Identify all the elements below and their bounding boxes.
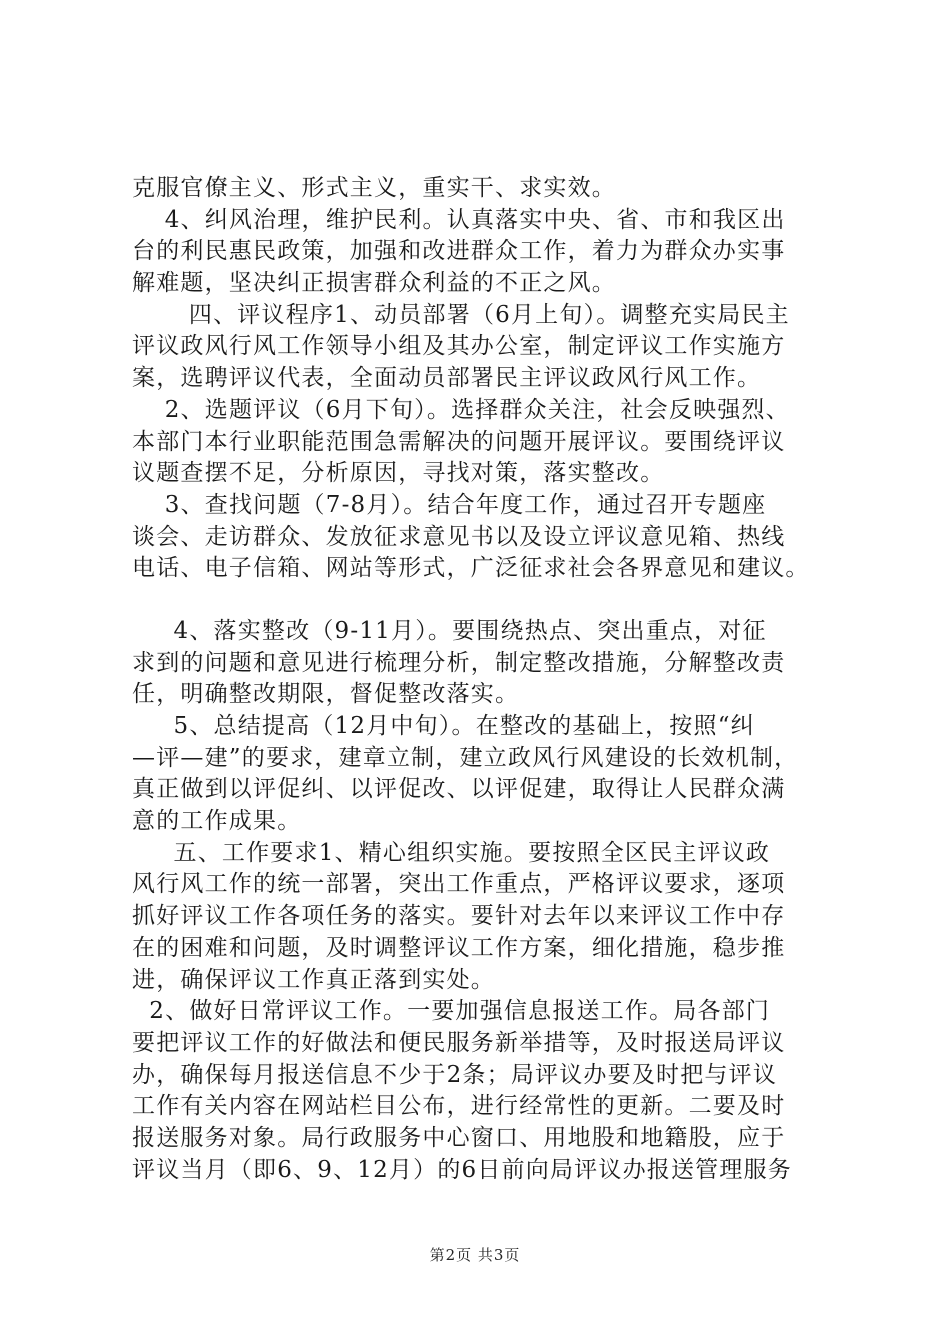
text-line: 要把评议工作的好做法和便民服务新举措等，及时报送局评议 (132, 1029, 786, 1056)
text-line: 4、纠风治理，维护民利。认真落实中央、省、市和我区出 (132, 206, 786, 233)
text-line: 在的困难和问题，及时调整评议工作方案，细化措施，稳步推 (132, 934, 786, 961)
text-line: 本部门本行业职能范围急需解决的问题开展评议。要围绕评议 (132, 428, 786, 455)
page-number-footer: 第2页 共3页 (429, 1246, 521, 1264)
text-line: 四、评议程序1、动员部署（6月上旬）。调整充实局民主 (132, 301, 790, 328)
text-line: 五、工作要求1、精心组织实施。要按照全区民主评议政 (132, 839, 771, 866)
text-line: 真正做到以评促纠、以评促改、以评促建，取得让人民群众满 (132, 776, 786, 803)
text-line: 2、做好日常评议工作。一要加强信息报送工作。局各部门 (132, 998, 771, 1025)
text-line: 求到的问题和意见进行梳理分析，制定整改措施，分解整改责 (132, 649, 786, 676)
text-line: 评议政风行风工作领导小组及其办公室，制定评议工作实施方 (132, 333, 786, 360)
text-line: 工作有关内容在网站栏目公布，进行经常性的更新。二要及时 (132, 1093, 786, 1120)
text-line: 克服官僚主义、形式主义，重实干、求实效。 (132, 175, 616, 201)
text-line: 议题查摆不足，分析原因，寻找对策，落实整改。 (132, 460, 665, 487)
text-line: 抓好评议工作各项任务的落实。要针对去年以来评议工作中存 (132, 903, 786, 930)
text-line: 办，确保每月报送信息不少于2条；局评议办要及时把与评议 (132, 1061, 778, 1088)
document-body (132, 173, 832, 1186)
text-line: 2、选题评议（6月下旬）。选择群众关注，社会反映强烈、 (132, 396, 790, 423)
text-line: 解难题，坚决纠正损害群众利益的不正之风。 (132, 270, 616, 297)
text-line: 4、落实整改（9-11月）。要围绕热点、突出重点，对征 (132, 617, 767, 644)
paragraph-gap (132, 585, 832, 616)
text-line: 报送服务对象。局行政服务中心窗口、用地股和地籍股，应于 (132, 1124, 786, 1151)
text-line: 风行风工作的统一部署，突出工作重点，严格评议要求，逐项 (132, 871, 786, 898)
text-line: 案，选聘评议代表，全面动员部署民主评议政风行风工作。 (132, 365, 762, 392)
text-line: 5、总结提高（12月中旬）。在整改的基础上，按照“纠 (132, 713, 755, 739)
text-line: 评议当月（即6、9、12月）的6日前向局评议办报送管理服务 (132, 1156, 792, 1183)
text-line: 台的利民惠民政策，加强和改进群众工作，着力为群众办实事 (132, 238, 786, 265)
text-line: 3、查找问题（7-8月）。结合年度工作，通过召开专题座 (132, 491, 767, 518)
text-line: 谈会、走访群众、发放征求意见书以及设立评议意见箱、热线 (132, 523, 786, 550)
text-line: 意的工作成果。 (132, 808, 302, 835)
text-line: 电话、电子信箱、网站等形式，广泛征求社会各界意见和建议。 (132, 555, 810, 582)
text-line: 进，确保评议工作真正落到实处。 (132, 966, 495, 993)
text-line: —评—建”的要求，建章立制，建立政风行风建设的长效机制， (132, 744, 799, 771)
text-line: 任，明确整改期限，督促整改落实。 (132, 681, 520, 708)
